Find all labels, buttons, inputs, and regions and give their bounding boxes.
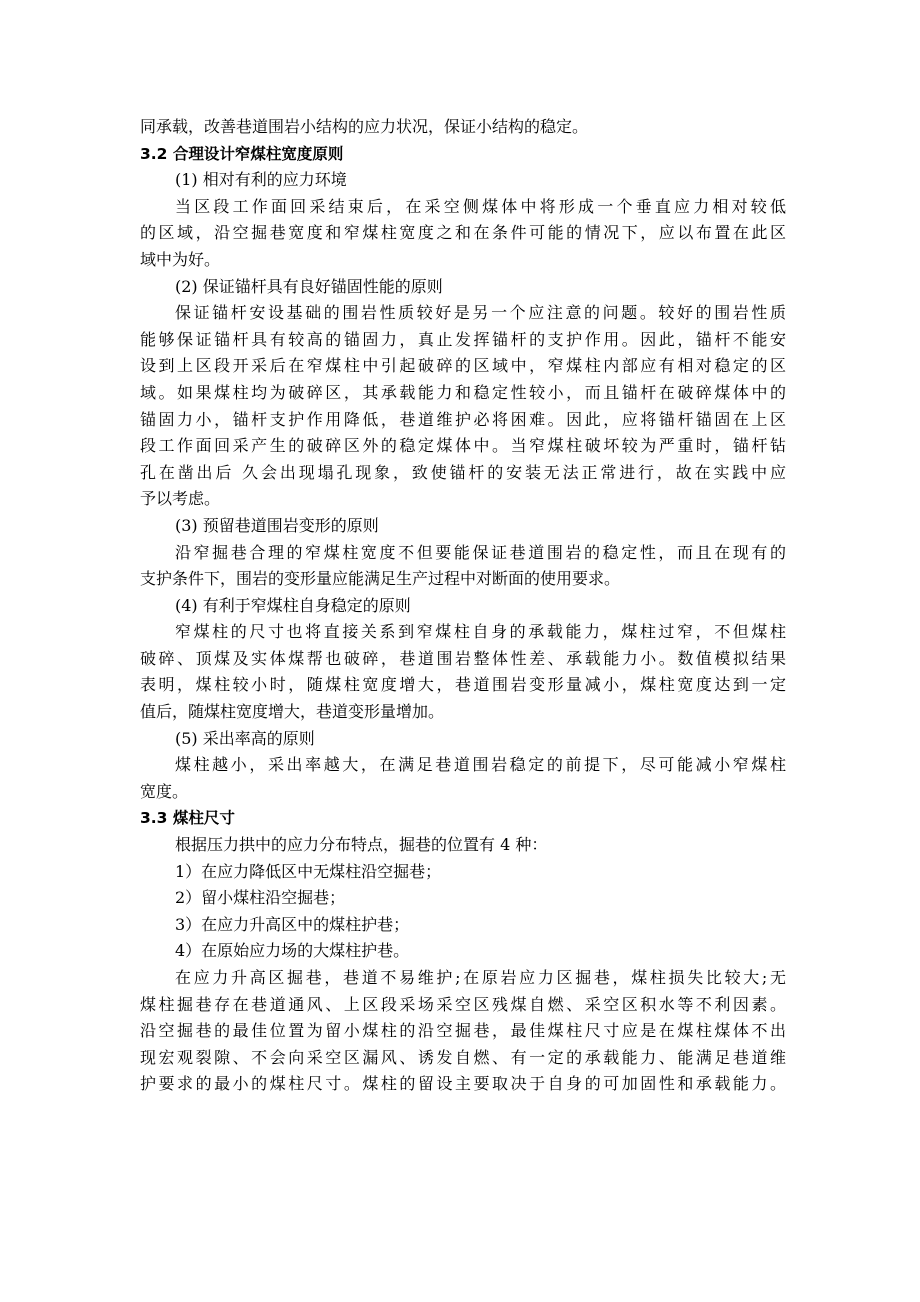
paragraph-line: 窄煤柱的尺寸也将直接关系到窄煤柱自身的承载能力，煤柱过窄，不但煤柱: [175, 622, 786, 642]
paragraph-line: 域。如果煤柱均为破碎区，其承载能力和稳定性较小，而且锚杆在破碎煤体中的: [140, 382, 786, 402]
paragraph-line: 在应力升高区掘巷，巷道不易维护;在原岩应力区掘巷，煤柱损失比较大;无: [175, 968, 786, 987]
document-page: [140, 114, 786, 1098]
paragraph-line: 孔在凿出后 久会出现塌孔现象，致使锚杆的安装无法正常进行，故在实践中应: [140, 462, 786, 482]
paragraph-line: 同承载，改善巷道围岩小结构的应力状况，保证小结构的稳定。: [140, 117, 589, 136]
paragraph-line: 锚固力小，锚杆支护作用降低，巷道维护必将困难。因此，应将锚杆锚固在上区: [140, 409, 786, 429]
paragraph-line: 予以考虑。: [140, 489, 221, 509]
paragraph-line: 支护条件下，围岩的变形量应能满足生产过程中对断面的使用要求。: [140, 569, 621, 589]
paragraph-line: 的区域，沿空掘巷宽度和窄煤柱宽度之和在条件可能的情况下，应以布置在此区: [140, 223, 786, 243]
paragraph-line: 保证锚杆安设基础的围岩性质较好是另一个应注意的问题。较好的围岩性质: [175, 303, 786, 323]
section-heading: 3.2 合理设计窄煤柱宽度原则: [140, 144, 344, 163]
subheading-line: (3) 预留巷道围岩变形的原则: [175, 515, 379, 535]
subheading-line: 3）在应力升高区中的煤柱护巷；: [175, 914, 410, 934]
subheading-line: (5) 采出率高的原则: [175, 728, 315, 748]
section-heading: 3.3 煤柱尺寸: [140, 809, 235, 828]
paragraph-line: 当区段工作面回采结束后，在采空侧煤体中将形成一个垂直应力相对较低: [175, 196, 786, 216]
paragraph-line: 设到上区段开采后在窄煤柱中引起破碎的区域中，窄煤柱内部应有相对稳定的区: [140, 356, 786, 376]
paragraph-line: 破碎、顶煤及实体煤帮也破碎，巷道围岩整体性差、承载能力小。数值模拟结果: [140, 648, 786, 668]
paragraph-line: 沿窄掘巷合理的窄煤柱宽度不但要能保证巷道围岩的稳定性，而且在现有的: [175, 542, 786, 562]
paragraph-line: 煤柱越小，采出率越大，在满足巷道围岩稳定的前提下，尽可能减小窄煤柱: [175, 755, 786, 775]
subheading-line: 1）在应力降低区中无煤柱沿空掘巷；: [175, 861, 442, 881]
paragraph-line: 宽度。: [140, 781, 189, 801]
subheading-line: (2) 保证锚杆具有良好锚固性能的原则: [175, 276, 443, 296]
paragraph-line: 沿空掘巷的最佳位置为留小煤柱的沿空掘巷，最佳煤柱尺寸应是在煤柱煤体不出: [140, 1021, 786, 1041]
subheading-line: (4) 有利于窄煤柱自身稳定的原则: [175, 595, 411, 615]
paragraph-line: 现宏观裂隙、不会向采空区漏风、诱发自燃、有一定的承载能力、能满足巷道维: [140, 1047, 786, 1067]
subheading-line: 根据压力拱中的应力分布特点，掘巷的位置有 4 种：: [175, 835, 548, 855]
subheading-line: 4）在原始应力场的大煤柱护巷。: [175, 941, 410, 961]
subheading-line: (1) 相对有利的应力环境: [175, 170, 347, 190]
paragraph-line: 值后，随煤柱宽度增大，巷道变形量增加。: [140, 702, 445, 722]
paragraph-line: 护要求的最小的煤柱尺寸。煤柱的留设主要取决于自身的可加固性和承载能力。: [140, 1074, 786, 1094]
subheading-line: 2）留小煤柱沿空掘巷；: [175, 888, 346, 908]
paragraph-line: 段工作面回采产生的破碎区外的稳定煤体中。当窄煤柱破坏较为严重时，锚杆钻: [140, 436, 786, 456]
paragraph-line: 表明，煤柱较小时，随煤柱宽度增大，巷道围岩变形量减小，煤柱宽度达到一定: [140, 675, 786, 695]
paragraph-line: 煤柱掘巷存在巷道通风、上区段采场采空区残煤自燃、采空区积水等不利因素。: [140, 994, 786, 1014]
paragraph-line: 能够保证锚杆具有较高的锚固力，真止发挥锚杆的支护作用。因此，锚杆不能安: [140, 329, 786, 349]
paragraph-line: 域中为好。: [140, 249, 221, 269]
